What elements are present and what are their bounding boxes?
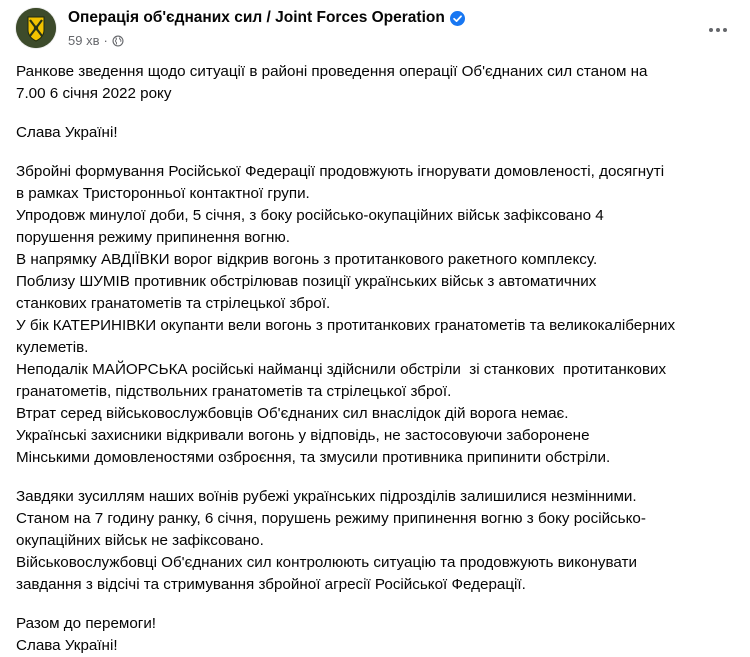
text-line: Упродовж минулої доби, 5 січня, з боку російсько-окупаційних військ зафіксовано 4 xyxy=(16,207,604,224)
post-header xyxy=(16,4,734,58)
text-line: Завдяки зусиллям наших воїнів рубежі українських підрозділів залишилися незмінними. xyxy=(16,488,637,505)
text-line: Слава Україні! xyxy=(16,124,118,141)
text-line: У бік КАТЕРИНІВКИ окупанти вели вогонь з протитанкових гранатометів та великокаліберних xyxy=(16,317,676,334)
post-text xyxy=(16,61,736,657)
text-line: Військовослужбовці Об'єднаних сил контролюють ситуацію та продовжують виконувати xyxy=(16,554,637,571)
text-line: Разом до перемоги! xyxy=(16,615,157,632)
text-line: Збройні формування Російської Федерації продовжують ігнорувати домовленості, досягнуті xyxy=(16,163,665,180)
post-paragraph xyxy=(16,161,736,469)
text-line: порушення режиму припинення вогню. xyxy=(16,229,290,246)
more-options-icon[interactable] xyxy=(700,12,736,48)
text-line: Неподалік МАЙОРСЬКА російські найманці здійснили обстріли зі станкових протитанкових xyxy=(16,361,667,378)
page-name[interactable]: Операція об'єднаних сил / Joint Forces Operation xyxy=(68,9,445,26)
page-name-row xyxy=(68,9,465,27)
text-line: Станом на 7 годину ранку, 6 січня, порушень режиму припинення вогню з боку російсько- xyxy=(16,510,646,527)
post-paragraph xyxy=(16,61,736,105)
text-line: Слава Україні! xyxy=(16,637,118,654)
post-paragraph xyxy=(16,122,736,144)
text-line: Ранкове зведення щодо ситуації в районі проведення операції Об'єднаних сил станом на xyxy=(16,63,648,80)
text-line: завдання з відсічі та стримування збройної агресії Російської Федерації. xyxy=(16,576,526,593)
text-line: Мінськими домовленостями озброєння, та змусили противника припинити обстріли. xyxy=(16,449,611,466)
text-line: станкових гранатометів та стрілецької зброї. xyxy=(16,295,331,312)
text-line: гранатометів, підствольних гранатометів та стрілецької зброї. xyxy=(16,383,452,400)
meta-separator: · xyxy=(103,33,108,48)
page-avatar[interactable] xyxy=(16,8,56,48)
post-timestamp[interactable]: 59 хв xyxy=(68,33,100,48)
text-line: окупаційних військ не зафіксовано. xyxy=(16,532,264,549)
post-paragraph xyxy=(16,613,736,657)
post-paragraph xyxy=(16,486,736,596)
joint-forces-emblem-icon xyxy=(16,8,56,48)
text-line: Українські захисники відкривали вогонь у відповідь, не застосовуючи заборонене xyxy=(16,427,590,444)
verified-badge-icon xyxy=(450,11,465,26)
globe-icon[interactable] xyxy=(112,35,124,47)
text-line: 7.00 6 січня 2022 року xyxy=(16,85,172,102)
post-meta xyxy=(68,33,124,48)
text-line: В напрямку АВДІЇВКИ ворог відкрив вогонь з протитанкового ракетного комплексу. xyxy=(16,251,598,268)
text-line: Поблизу ШУМІВ противник обстрілював позиції українських військ з автоматичних xyxy=(16,273,597,290)
text-line: в рамках Тристоронньої контактної групи. xyxy=(16,185,310,202)
text-line: Втрат серед військовослужбовців Об'єднаних сил внаслідок дій ворога немає. xyxy=(16,405,569,422)
text-line: кулеметів. xyxy=(16,339,89,356)
